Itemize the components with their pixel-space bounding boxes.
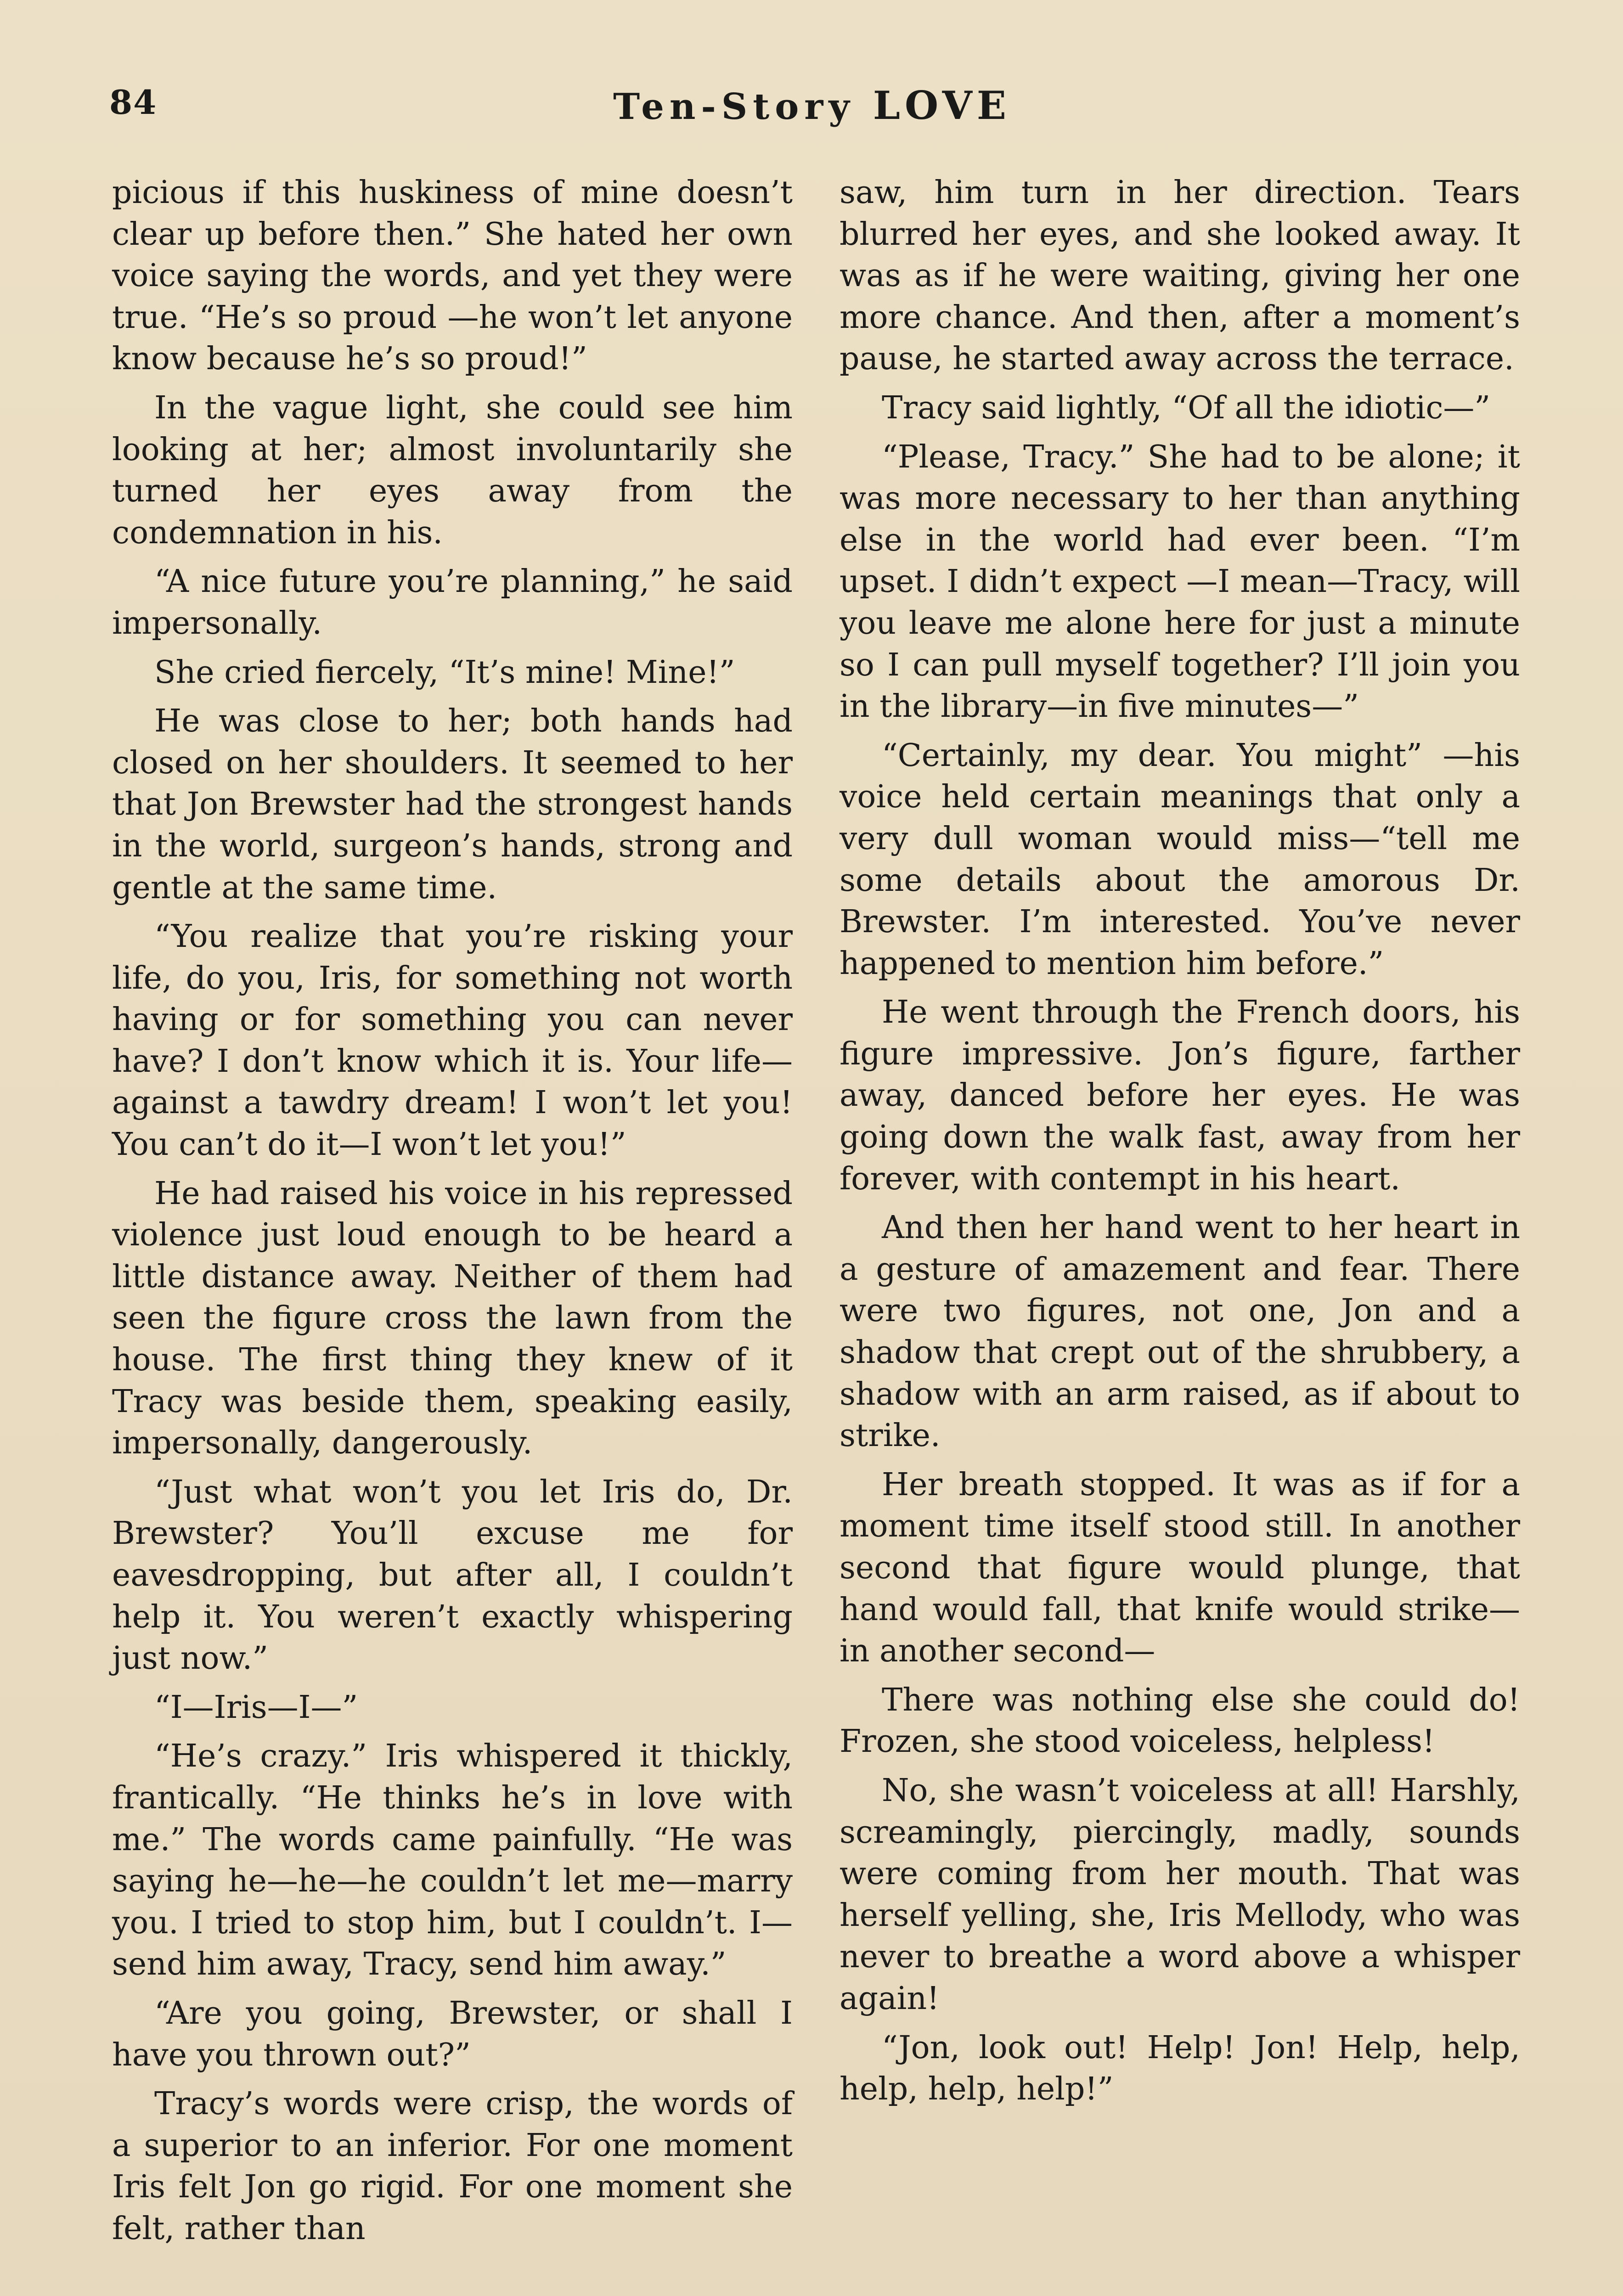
paragraph: In the vague light, she could see him looking at her; almost involuntarily she turned her eyes away from the condemnation in his. <box>112 389 793 551</box>
paragraph: No, she wasn’t voiceless at all! Harshly, screamingly, piercingly, madly, sounds were coming from her mouth. That was herself yelling, she, Iris Mellody, who was never to breathe a word above a whisper again! <box>840 1772 1520 2017</box>
paragraph: He had raised his voice in his repressed violence just loud enough to be heard a little distance away. Neither of them had seen the figure cross the lawn from the house. The first thing they knew of it Tracy was beside them, speaking easily, impersonally, dangerously. <box>112 1175 793 1462</box>
running-title-love: LOVE <box>873 83 1011 128</box>
paragraph: And then her hand went to her heart in a gesture of amazement and fear. There were two figures, not one, Jon and a shadow that crept out of the shrubbery, a shadow with an arm raised, as if about to strike. <box>840 1210 1520 1454</box>
paragraph: “Just what won’t you let Iris do, Dr. Brewster? You’ll excuse me for eavesdropping, but after all, I couldn’t help it. You weren’t exactly whispering just now.” <box>112 1474 793 1677</box>
paragraph: saw, him turn in her direction. Tears blurred her eyes, and she looked away. It was as if he were waiting, giving her one more chance. And then, after a moment’s pause, he started away across the terrace. <box>840 174 1520 377</box>
paragraph: He went through the French doors, his figure impressive. Jon’s figure, farther away, danced before her eyes. He was going down the walk fast, away from her forever, with contempt in his heart. <box>840 994 1520 1197</box>
paragraph: “You realize that you’re risking your life, do you, Iris, for something not worth having or for something you can never have? I don’t know which it is. Your life—against a tawdry dream! I won’t let you! You can’t do it—I won’t let you!” <box>112 918 793 1163</box>
page-number: 84 <box>109 83 158 122</box>
paragraph: “Certainly, my dear. You might” —his voice held certain meanings that only a very dull woman would miss—“tell me some details about the amorous Dr. Brewster. I’m interested. You’ve never happened to mention him before.” <box>840 737 1520 982</box>
paragraph: Her breath stopped. It was as if for a moment time itself stood still. In another second that figure would plunge, that hand would fall, that knife would strike—in another second— <box>840 1466 1520 1670</box>
paragraph: There was nothing else she could do! Frozen, she stood voiceless, helpless! <box>840 1682 1520 1760</box>
running-title <box>109 83 1515 128</box>
right-column <box>840 172 1520 2110</box>
paragraph: “A nice future you’re planning,” he said impersonally. <box>112 563 793 642</box>
paragraph: “Jon, look out! Help! Jon! Help, help, help, help, help!” <box>840 2029 1520 2108</box>
page-header <box>109 83 1515 133</box>
paragraph: “Are you going, Brewster, or shall I have you thrown out?” <box>112 1995 793 2073</box>
paragraph: Tracy’s words were crisp, the words of a superior to an inferior. For one moment Iris felt Jon go rigid. For one moment she felt, rather than <box>112 2086 793 2247</box>
paragraph: She cried fiercely, “It’s mine! Mine!” <box>154 654 735 691</box>
paragraph: Tracy said lightly, “Of all the idiotic—” <box>882 389 1491 426</box>
paragraph: picious if this huskiness of mine doesn’t clear up before then.” She hated her own voice saying the words, and yet they were true. “He’s so proud —he won’t let anyone know because he’s so proud!” <box>112 174 793 377</box>
paragraph: He was close to her; both hands had closed on her shoulders. It seemed to her that Jon Brewster had the strongest hands in the world, surgeon’s hands, strong and gentle at the same time. <box>112 703 793 906</box>
paragraph: “He’s crazy.” Iris whispered it thickly, frantically. “He thinks he’s in love with me.” The words came painfully. “He was saying he—he—he couldn’t let me—marry you. I tried to stop him, but I couldn’t. I—send him away, Tracy, send him away.” <box>112 1738 793 1983</box>
running-title-main: Ten-Story <box>613 86 855 128</box>
paragraph: “Please, Tracy.” She had to be alone; it was more necessary to her than anything else in the world had ever been. “I’m upset. I didn’t expect —I mean—Tracy, will you leave me alone here for just a minute so I can pull myself together? I’ll join you in the library—in five minutes—” <box>840 439 1520 725</box>
left-column <box>112 172 793 2250</box>
paragraph: “I—Iris—I—” <box>154 1689 358 1726</box>
